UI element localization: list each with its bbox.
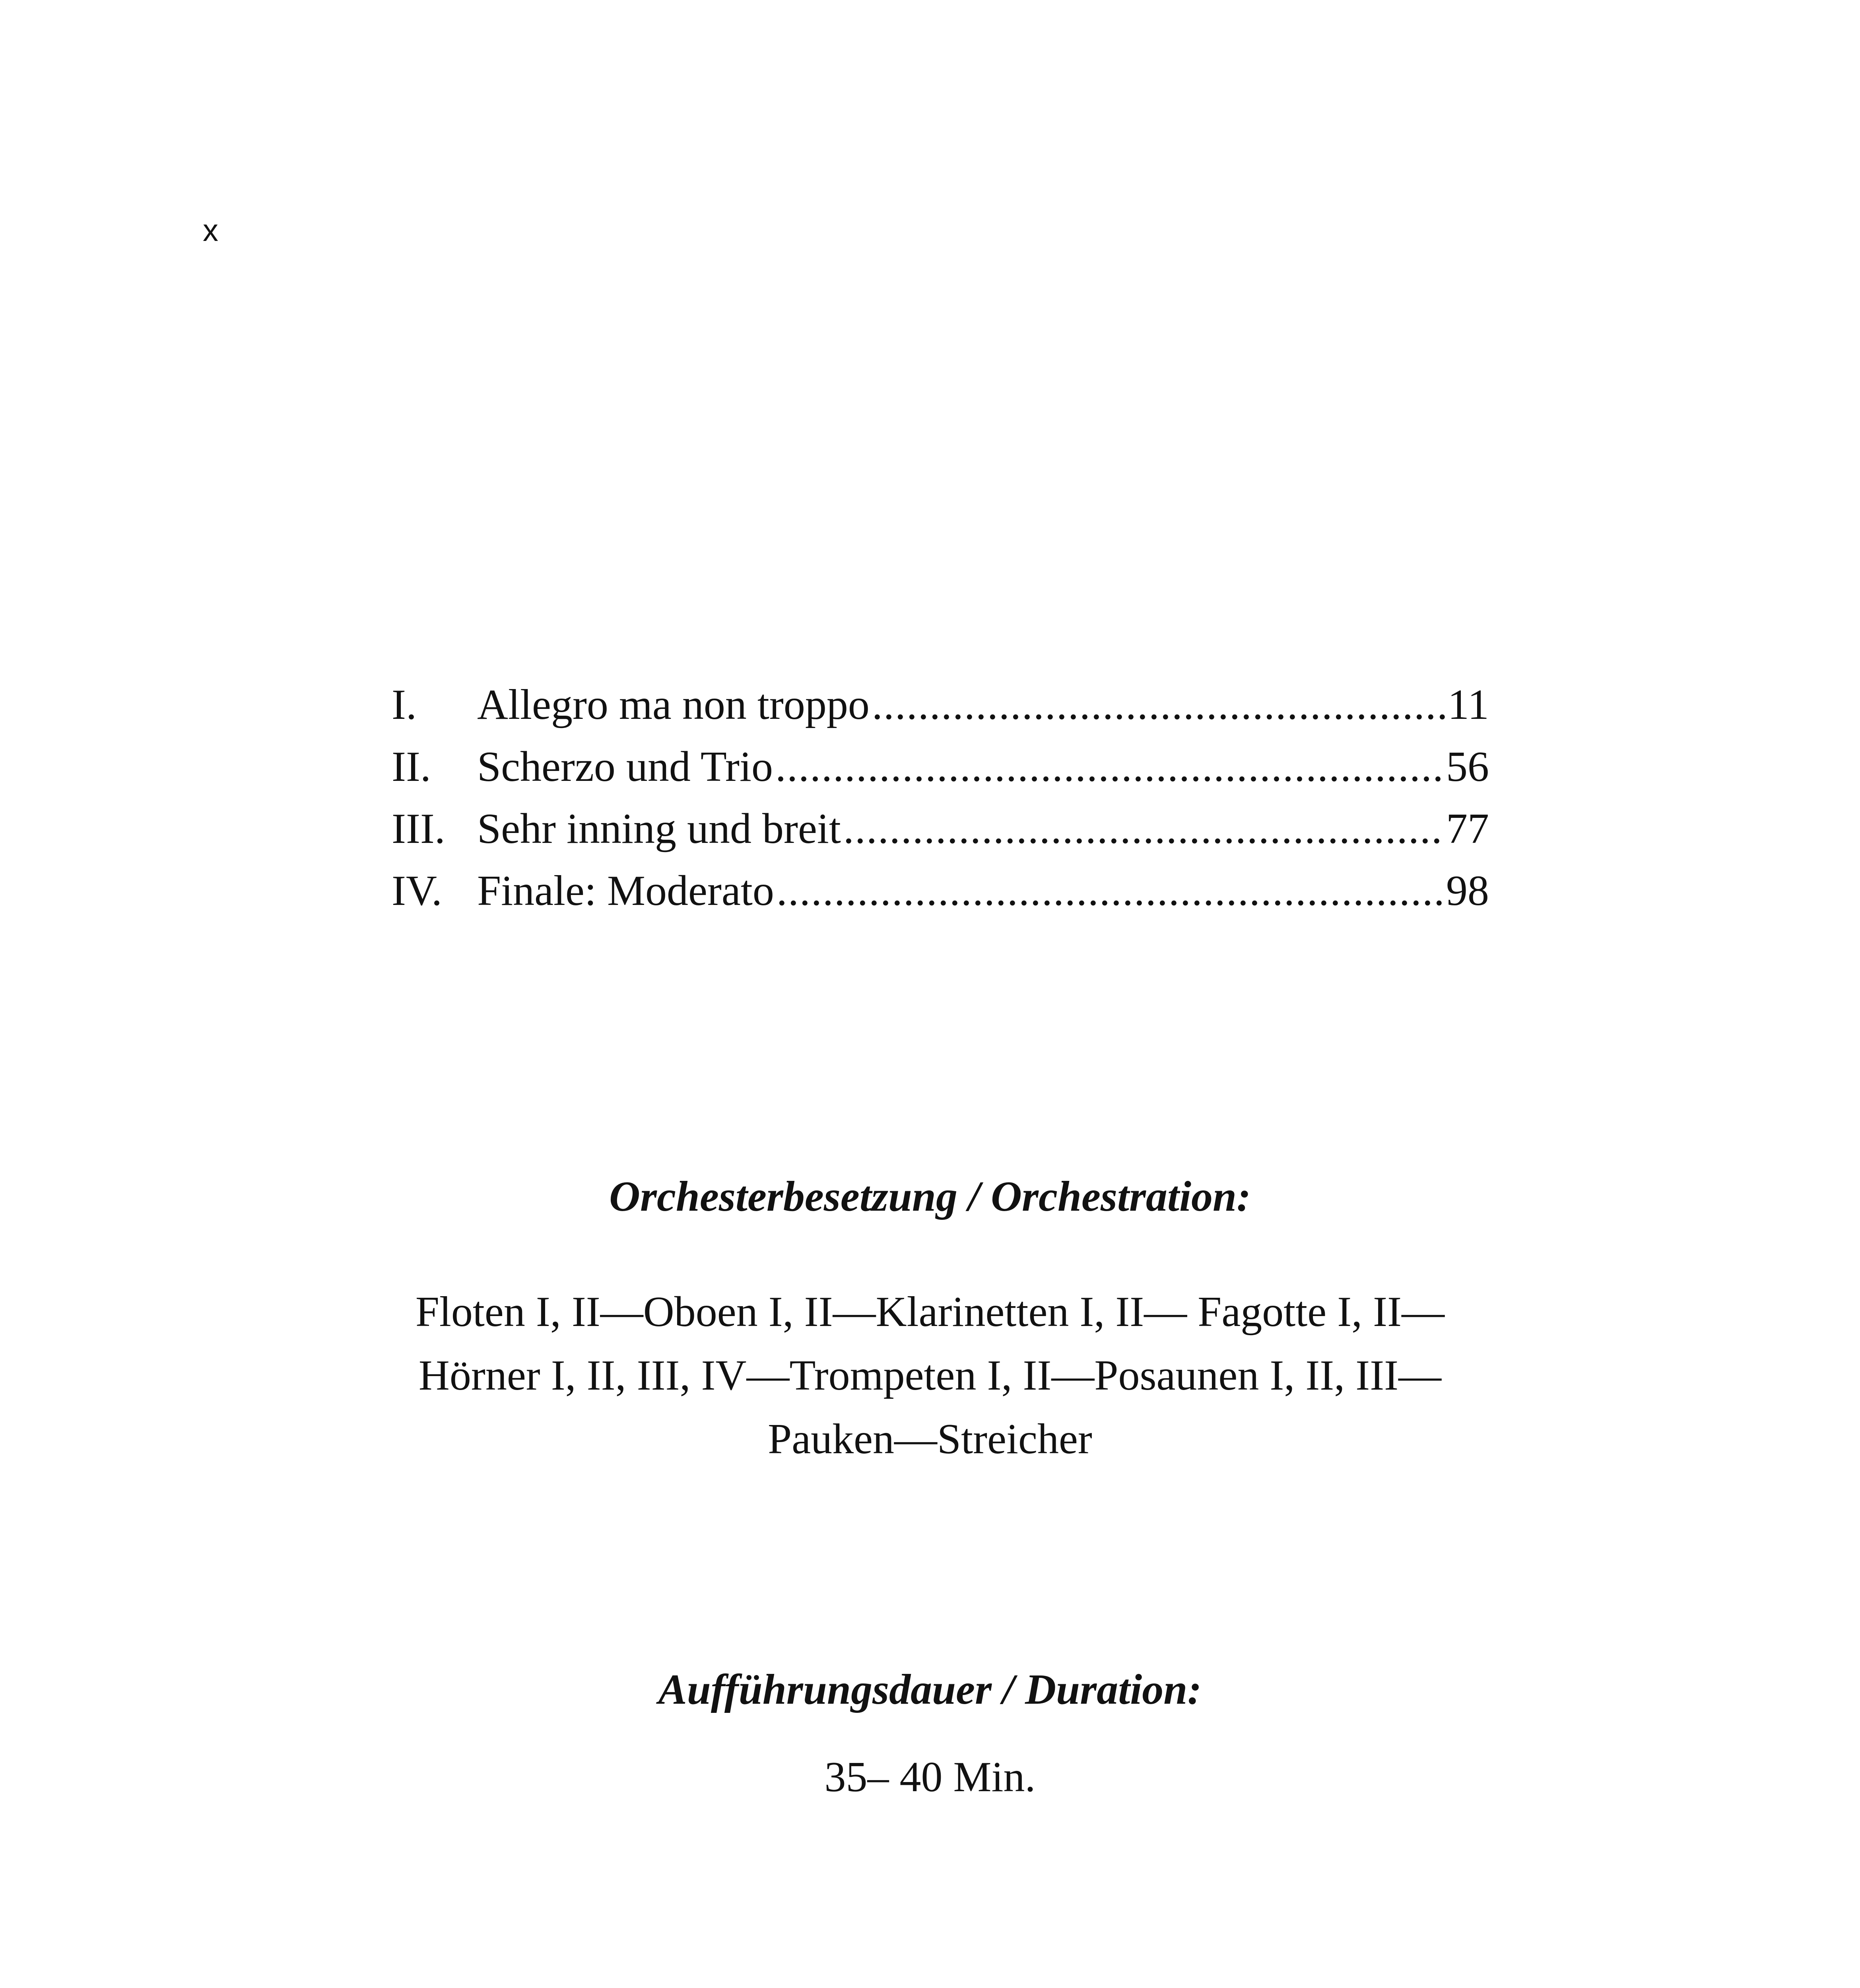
movement-number: II.	[392, 743, 431, 790]
movement-number: I.	[392, 681, 417, 728]
movement-page: 56	[1446, 743, 1489, 790]
dot-leader	[777, 860, 1444, 922]
toc-entry	[392, 736, 1489, 798]
duration-heading: Aufführungsdauer / Duration:	[658, 1666, 1202, 1713]
toc-entry	[392, 860, 1489, 922]
movement-title: Sehr inning und breit	[477, 805, 841, 852]
orchestration-line: Hörner I, II, III, IV—Trompeten I, II—Posaunen I, II, III—	[418, 1352, 1442, 1399]
dot-leader	[775, 736, 1444, 798]
movement-page: 11	[1448, 681, 1489, 728]
movement-page: 77	[1446, 805, 1489, 852]
page-number: x	[203, 213, 218, 248]
movement-title: Allegro ma non troppo	[477, 681, 870, 728]
duration-value: 35– 40 Min.	[824, 1753, 1036, 1801]
toc-entry	[392, 798, 1489, 860]
movement-number: IV.	[392, 867, 443, 914]
orchestration-line: Pauken—Streicher	[768, 1415, 1092, 1463]
toc-entry	[392, 674, 1489, 736]
orchestration-heading: Orchesterbesetzung / Orchestration:	[609, 1173, 1251, 1220]
dot-leader	[872, 674, 1445, 736]
orchestration-line: Floten I, II—Oboen I, II—Klarinetten I, II— Fagotte I, II—	[415, 1288, 1445, 1336]
movement-number: III.	[392, 805, 445, 852]
table-of-contents	[392, 674, 1489, 922]
dot-leader	[843, 798, 1444, 860]
movement-title: Finale: Moderato	[477, 867, 774, 914]
movement-title: Scherzo und Trio	[477, 743, 773, 790]
movement-page: 98	[1446, 867, 1489, 914]
